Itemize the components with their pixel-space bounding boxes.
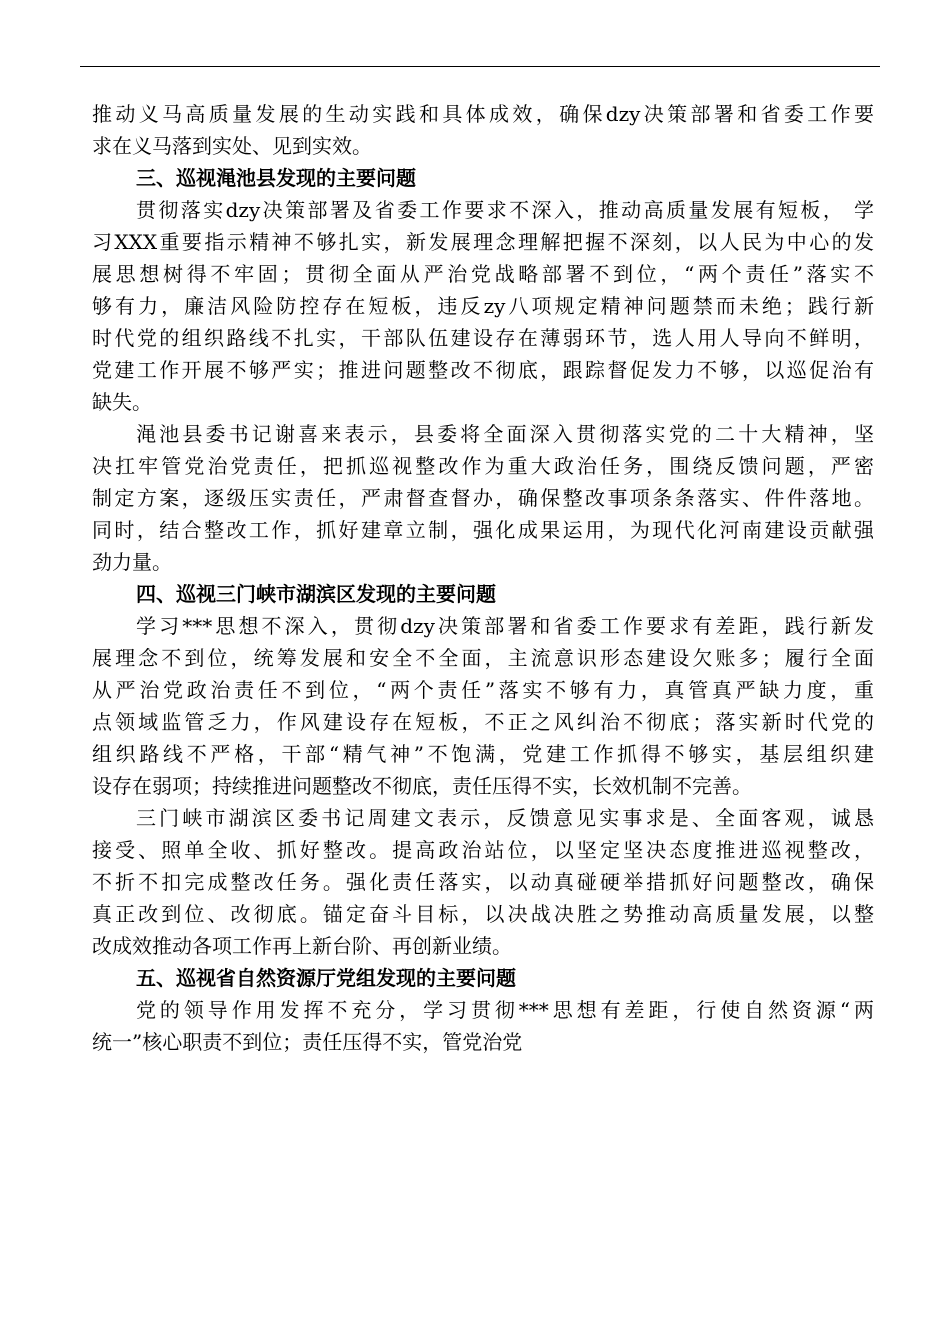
paragraph-line: 组织路线不严格，干部“精气神”不饱满，党建工作抓得不够实，基层组织建 — [92, 742, 874, 766]
section-heading — [92, 162, 874, 194]
paragraph-line: 决扛牢管党治党责任，把抓巡视整改作为重大政治任务，围绕反馈问题，严密 — [92, 454, 874, 478]
paragraph-line: 三门峡市湖滨区委书记周建文表示，反馈意见实事求是、全面客观，诚恳 — [136, 806, 874, 830]
body-paragraph — [92, 418, 874, 578]
paragraph-line: 求在义马落到实处、见到实效。 — [92, 134, 372, 158]
paragraph-line: 劲力量。 — [92, 550, 172, 574]
paragraph-line: 展理念不到位，统筹发展和安全不全面，主流意识形态建设欠账多；履行全面 — [92, 646, 874, 670]
body-paragraph — [92, 994, 874, 1058]
paragraph-line: 党建工作开展不够严实；推进问题整改不彻底，跟踪督促发力不够，以巡促治有 — [92, 358, 874, 382]
paragraph-line: 渑池县委书记谢喜来表示，县委将全面深入贯彻落实党的二十大精神，坚 — [136, 422, 874, 446]
paragraph-line: 从严治党政治责任不到位，“两个责任”落实不够有力，真管真严缺力度，重 — [92, 678, 874, 702]
paragraph-line: 不折不扣完成整改任务。强化责任落实，以动真碰硬举措抓好问题整改，确保 — [92, 870, 874, 894]
body-paragraph — [92, 610, 874, 802]
paragraph-line: 真正改到位、改彻底。锚定奋斗目标，以决战决胜之势推动高质量发展，以整 — [92, 902, 874, 926]
body-paragraph — [92, 98, 874, 162]
heading-text: 五、巡视省自然资源厅党组发现的主要问题 — [136, 966, 516, 990]
paragraph-line: 同时，结合整改工作，抓好建章立制，强化成果运用，为现代化河南建设贡献强 — [92, 518, 874, 542]
paragraph-line: 推动义马高质量发展的生动实践和具体成效，确保dzy决策部署和省委工作要 — [92, 102, 874, 126]
paragraph-line: 学习***思想不深入，贯彻dzy决策部署和省委工作要求有差距，践行新发 — [136, 614, 874, 638]
paragraph-line: 改成效推动各项工作再上新台阶、再创新业绩。 — [92, 934, 512, 958]
paragraph-line: 缺失。 — [92, 390, 152, 414]
heading-text: 三、巡视渑池县发现的主要问题 — [136, 166, 416, 190]
paragraph-line: 统一”核心职责不到位；责任压得不实，管党治党 — [92, 1030, 523, 1054]
paragraph-line: 展思想树得不牢固；贯彻全面从严治党战略部署不到位，“两个责任”落实不 — [92, 262, 874, 286]
paragraph-line: 贯彻落实dzy决策部署及省委工作要求不深入，推动高质量发展有短板， 学 — [136, 198, 874, 222]
paragraph-line: 时代党的组织路线不扎实，干部队伍建设存在薄弱环节，选人用人导向不鲜明， — [92, 326, 874, 350]
document-body — [92, 98, 874, 1058]
paragraph-line: 点领域监管乏力，作风建设存在短板，不正之风纠治不彻底；落实新时代党的 — [92, 710, 874, 734]
paragraph-line: 党的领导作用发挥不充分，学习贯彻***思想有差距，行使自然资源“两 — [136, 998, 874, 1022]
section-heading — [92, 578, 874, 610]
paragraph-line: 够有力，廉洁风险防控存在短板，违反zy八项规定精神问题禁而未绝；践行新 — [92, 294, 874, 318]
paragraph-line: 接受、照单全收、抓好整改。提高政治站位，以坚定坚决态度推进巡视整改， — [92, 838, 874, 862]
body-paragraph — [92, 194, 874, 418]
paragraph-line: 设存在弱项；持续推进问题整改不彻底，责任压得不实，长效机制不完善。 — [92, 774, 752, 798]
header-rule — [80, 66, 880, 67]
paragraph-line: 制定方案，逐级压实责任，严肃督查督办，确保整改事项条条落实、件件落地。 — [92, 486, 874, 510]
paragraph-line: 习XXX重要指示精神不够扎实，新发展理念理解把握不深刻，以人民为中心的发 — [92, 230, 874, 254]
heading-text: 四、巡视三门峡市湖滨区发现的主要问题 — [136, 582, 496, 606]
body-paragraph — [92, 802, 874, 962]
section-heading — [92, 962, 874, 994]
